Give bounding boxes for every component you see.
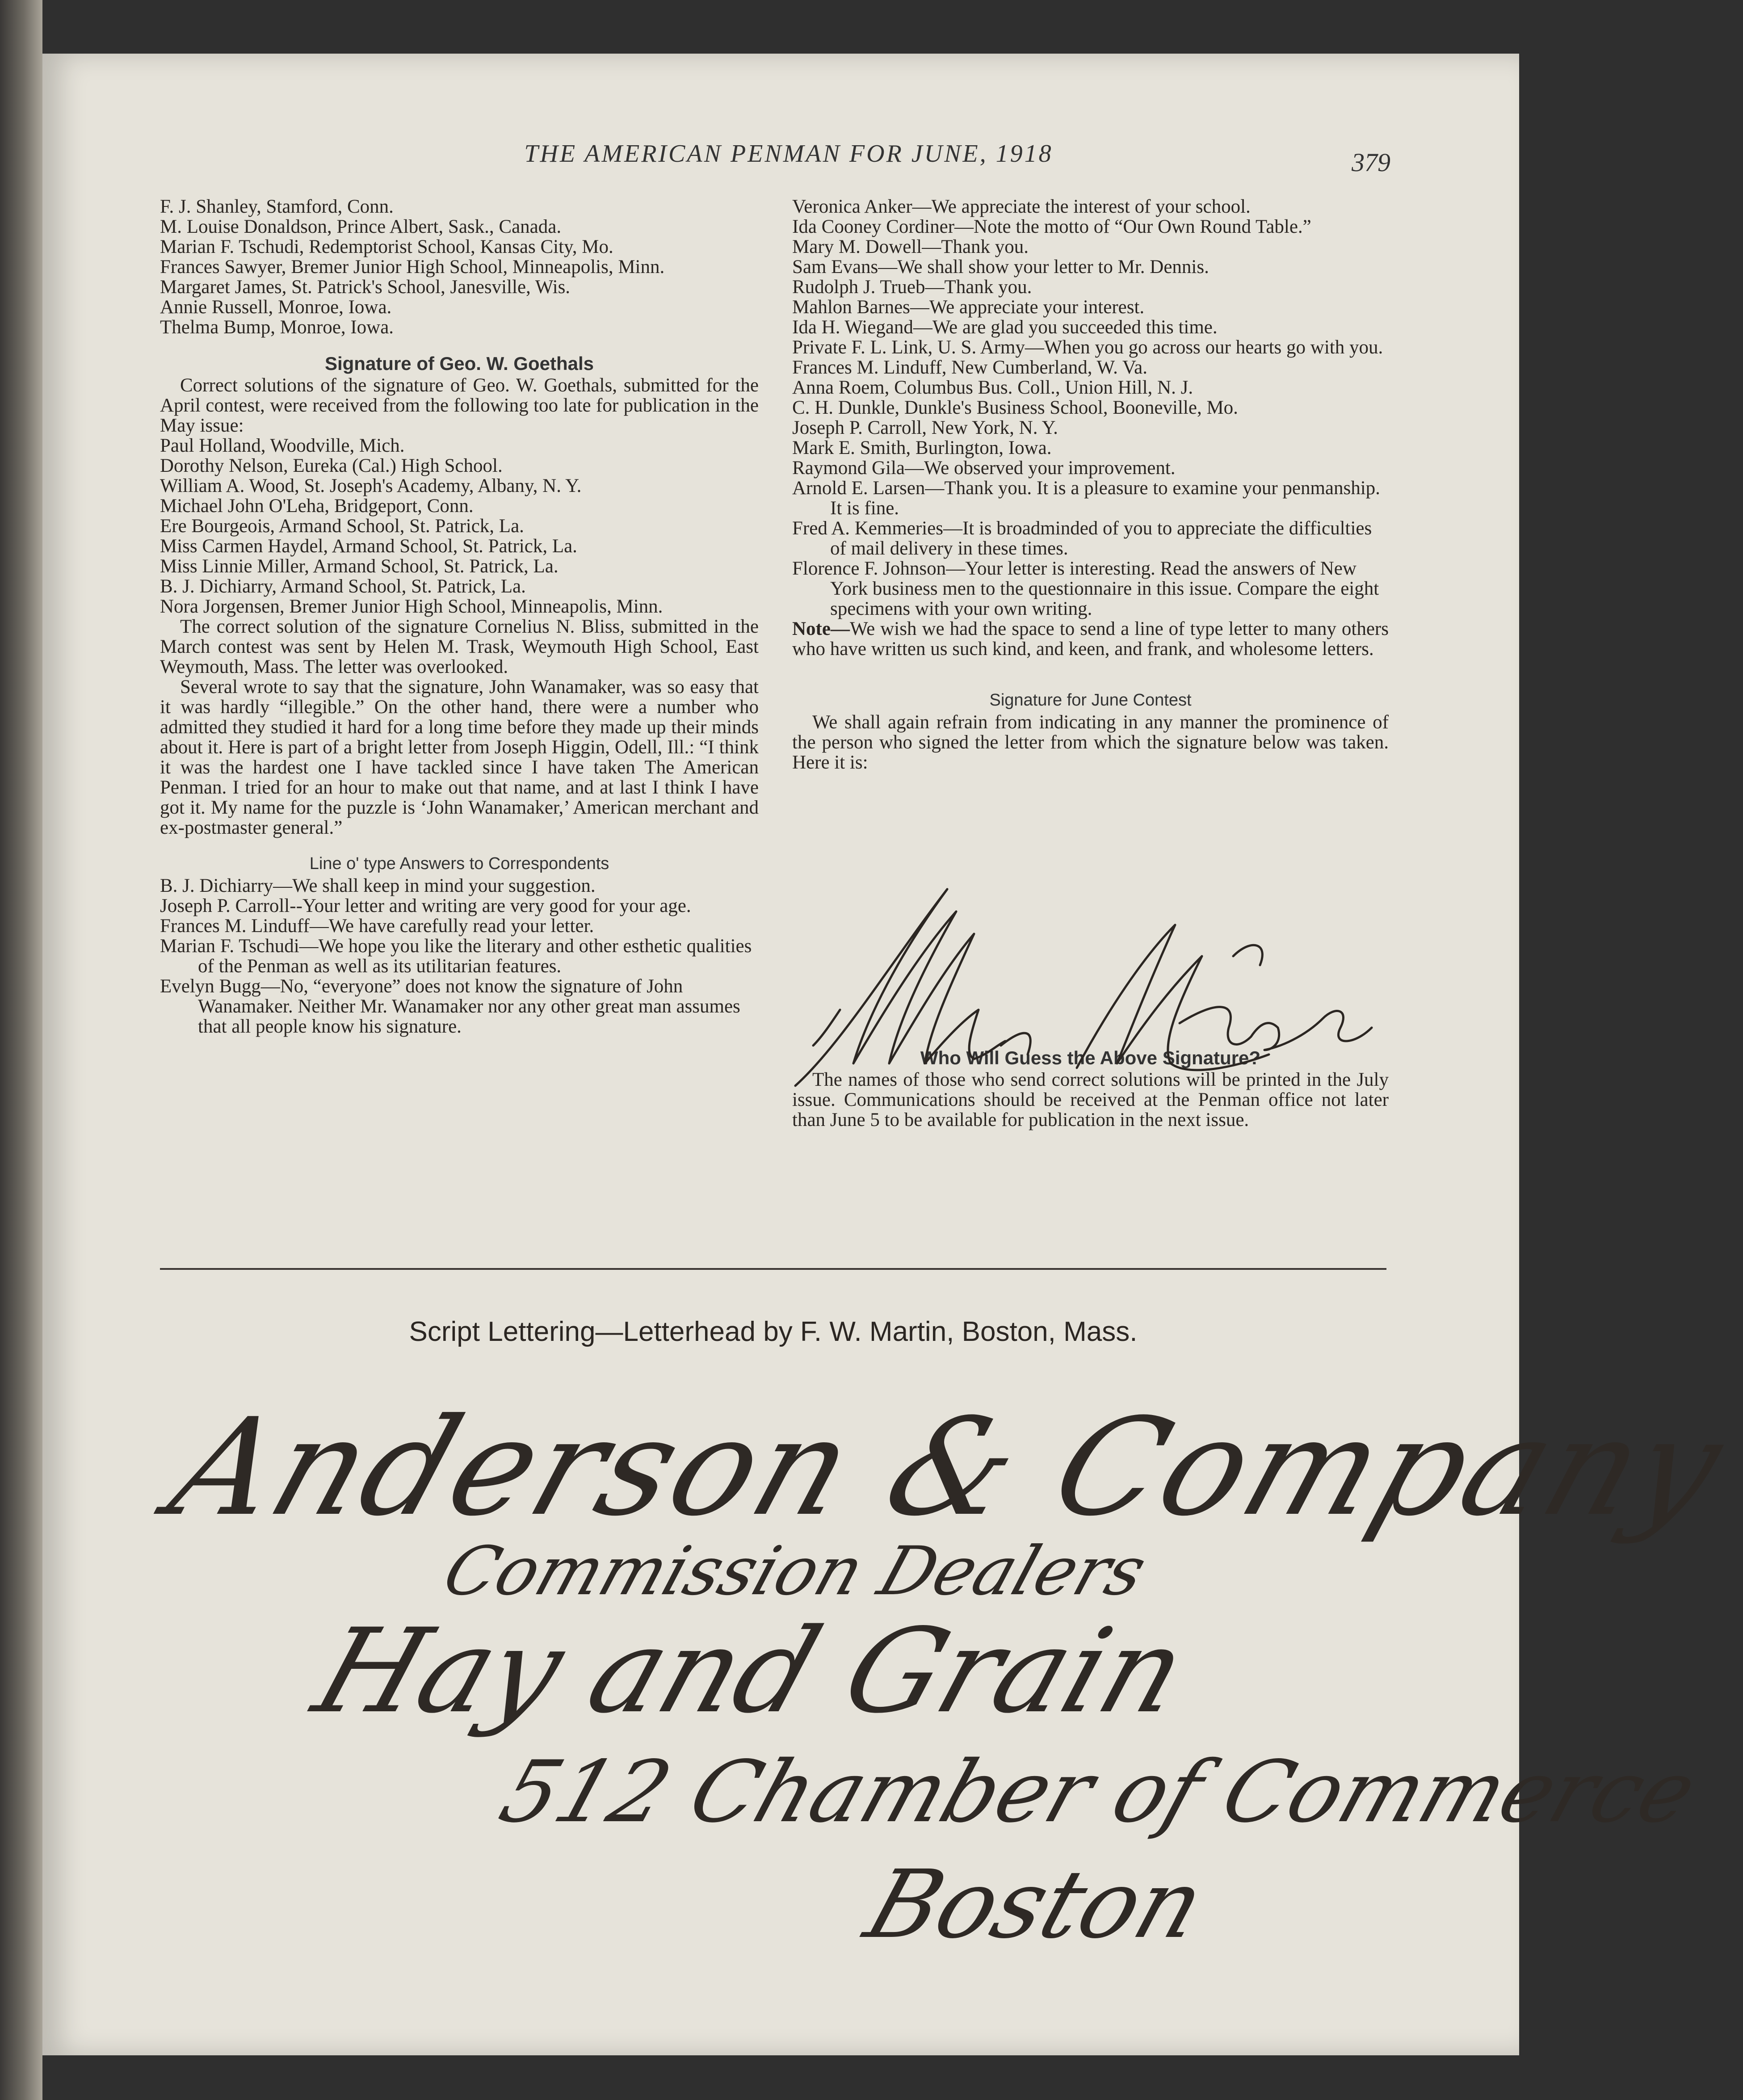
contest-list-top <box>160 197 759 337</box>
answer-item: Marian F. Tschudi—We hope you like the literary and other esthetic qualities of the Penman as well as its utilitarian features. <box>160 936 752 977</box>
list-item: Frances Sawyer, Bremer Junior High School, Minneapolis, Minn. <box>160 256 665 277</box>
answer-item: Frances M. Linduff, New Cumberland, W. Va. <box>792 357 1147 378</box>
answer-item: Joseph P. Carroll--Your letter and writing are very good for your age. <box>160 895 691 916</box>
lettering-caption: Script Lettering—Letterhead by F. W. Martin, Boston, Mass. <box>409 1316 1138 1347</box>
list-item: Nora Jorgensen, Bremer Junior High School, Minneapolis, Minn. <box>160 596 663 617</box>
left-column <box>160 197 759 1037</box>
list-item: Miss Linnie Miller, Armand School, St. Patrick, La. <box>160 556 559 577</box>
note-label: Note— <box>792 618 850 639</box>
answers-list-continued <box>792 197 1389 619</box>
list-item: Michael John O'Leha, Bridgeport, Conn. <box>160 496 474 517</box>
book-spine <box>0 0 42 2100</box>
answer-item: Joseph P. Carroll, New York, N. Y. <box>792 417 1058 438</box>
list-item: B. J. Dichiarry, Armand School, St. Patrick, La. <box>160 576 526 597</box>
answer-item: Raymond Gila—We observed your improvement. <box>792 458 1176 479</box>
answer-item: Mary M. Dowell—Thank you. <box>792 236 1029 257</box>
answer-item: Anna Roem, Columbus Bus. Coll., Union Hill, N. J. <box>792 377 1193 398</box>
bliss-paragraph: The correct solution of the signature Cornelius N. Bliss, submitted in the March contest was sent by Helen M. Trask, Weymouth High School, East Weymouth, Mass. The letter was overlooked. <box>160 616 759 677</box>
answer-item: Private F. L. Link, U. S. Army—When you go across our hearts go with you. <box>792 337 1383 358</box>
answer-item: Mahlon Barnes—We appreciate your interest. <box>792 297 1145 318</box>
june-contest-heading: Signature for June Contest <box>989 691 1192 710</box>
letterhead-company-name: Anderson & Company <box>153 1390 1743 1546</box>
answer-item: Veronica Anker—We appreciate the interest of your school. <box>792 196 1251 217</box>
mystery-signature-image <box>786 876 1385 1108</box>
list-item: Margaret James, St. Patrick's School, Janesville, Wis. <box>160 277 571 298</box>
guess-heading: Who Will Guess the Above Signature? <box>920 1047 1261 1068</box>
list-item: Marian F. Tschudi, Redemptorist School, Kansas City, Mo. <box>160 236 613 257</box>
answer-item: C. H. Dunkle, Dunkle's Business School, Booneville, Mo. <box>792 397 1238 418</box>
list-item: Thelma Bump, Monroe, Iowa. <box>160 317 394 338</box>
answers-heading: Line o' type Answers to Correspondents <box>309 854 609 873</box>
answer-item: Evelyn Bugg—No, “everyone” does not know the signature of John Wanamaker. Neither Mr. Wanamaker nor any other great man assumes that all people know his signature. <box>160 976 740 1037</box>
running-title: THE AMERICAN PENMAN FOR JUNE, 1918 <box>524 140 1053 168</box>
page-number: 379 <box>1352 148 1390 177</box>
letterhead-subtitle: Commission Dealers <box>434 1533 1156 1610</box>
answer-item: Arnold E. Larsen—Thank you. It is a pleasure to examine your penmanship. It is fine. <box>792 478 1380 519</box>
answer-item: B. J. Dichiarry—We shall keep in mind your suggestion. <box>160 875 596 896</box>
answer-item: Rudolph J. Trueb—Thank you. <box>792 277 1032 298</box>
goethals-intro: Correct solutions of the signature of Geo. W. Goethals, submitted for the April contest, were received from the following too late for publication in the May issue: <box>160 375 759 436</box>
answer-item: Ida H. Wiegand—We are glad you succeeded this time. <box>792 317 1218 338</box>
goethals-list <box>160 436 759 617</box>
list-item: F. J. Shanley, Stamford, Conn. <box>160 196 394 217</box>
list-item: Annie Russell, Monroe, Iowa. <box>160 297 392 318</box>
answer-item: Fred A. Kemmeries—It is broadminded of you to appreciate the difficulties of mail delivery in these times. <box>792 518 1372 559</box>
answers-list <box>160 876 759 1037</box>
list-item: Ere Bourgeois, Armand School, St. Patrick, La. <box>160 516 524 537</box>
june-contest-text: We shall again refrain from indicating in any manner the prominence of the person who signed the letter from which the signature below was taken. Here it is: <box>792 712 1389 773</box>
goethals-heading: Signature of Geo. W. Goethals <box>324 353 594 374</box>
answer-item: Mark E. Smith, Burlington, Iowa. <box>792 437 1052 458</box>
letterhead-city: Boston <box>853 1850 1218 1959</box>
wanamaker-paragraph: Several wrote to say that the signature, John Wanamaker, was so easy that it was hardly “illegible.” On the other hand, there were a number who admitted they studied it hard for a long time before they made up their minds about it. Here is part of a bright letter from Joseph Higgin, Odell, Ill.: “I think it was the hardest one I have tackled since I have taken The American Penman. I tried for an hour to make out that name, and at last I think I have got it. My name for the puzzle is ‘John Wanamaker,’ American merchant and ex-postmaster general.” <box>160 676 759 838</box>
note-paragraph <box>792 619 1389 659</box>
list-item: Dorothy Nelson, Eureka (Cal.) High School. <box>160 455 503 476</box>
letterhead-products: Hay and Grain <box>299 1604 1202 1739</box>
list-item: Paul Holland, Woodville, Mich. <box>160 435 405 456</box>
answer-item: Ida Cooney Cordiner—Note the motto of “Our Own Round Table.” <box>792 216 1311 237</box>
answer-item: Sam Evans—We shall show your letter to Mr. Dennis. <box>792 256 1209 277</box>
section-divider <box>160 1268 1386 1270</box>
note-text: We wish we had the space to send a line of type letter to many others who have written us such kind, and keen, and frank, and wholesome letters. <box>792 618 1389 659</box>
list-item: Miss Carmen Haydel, Armand School, St. Patrick, La. <box>160 536 577 557</box>
list-item: M. Louise Donaldson, Prince Albert, Sask., Canada. <box>160 216 562 237</box>
letterhead-address: 512 Chamber of Commerce <box>489 1743 1708 1841</box>
list-item: William A. Wood, St. Joseph's Academy, Albany, N. Y. <box>160 475 582 496</box>
answer-item: Florence F. Johnson—Your letter is interesting. Read the answers of New York business men to the questionnaire in this issue. Compare the eight specimens with your own writing. <box>792 558 1379 619</box>
answer-item: Frances M. Linduff—We have carefully read your letter. <box>160 916 594 937</box>
guess-text: The names of those who send correct solutions will be printed in the July issue. Communications should be received at the Penman office not later than June 5 to be available for publication in the next issue. <box>792 1069 1389 1130</box>
